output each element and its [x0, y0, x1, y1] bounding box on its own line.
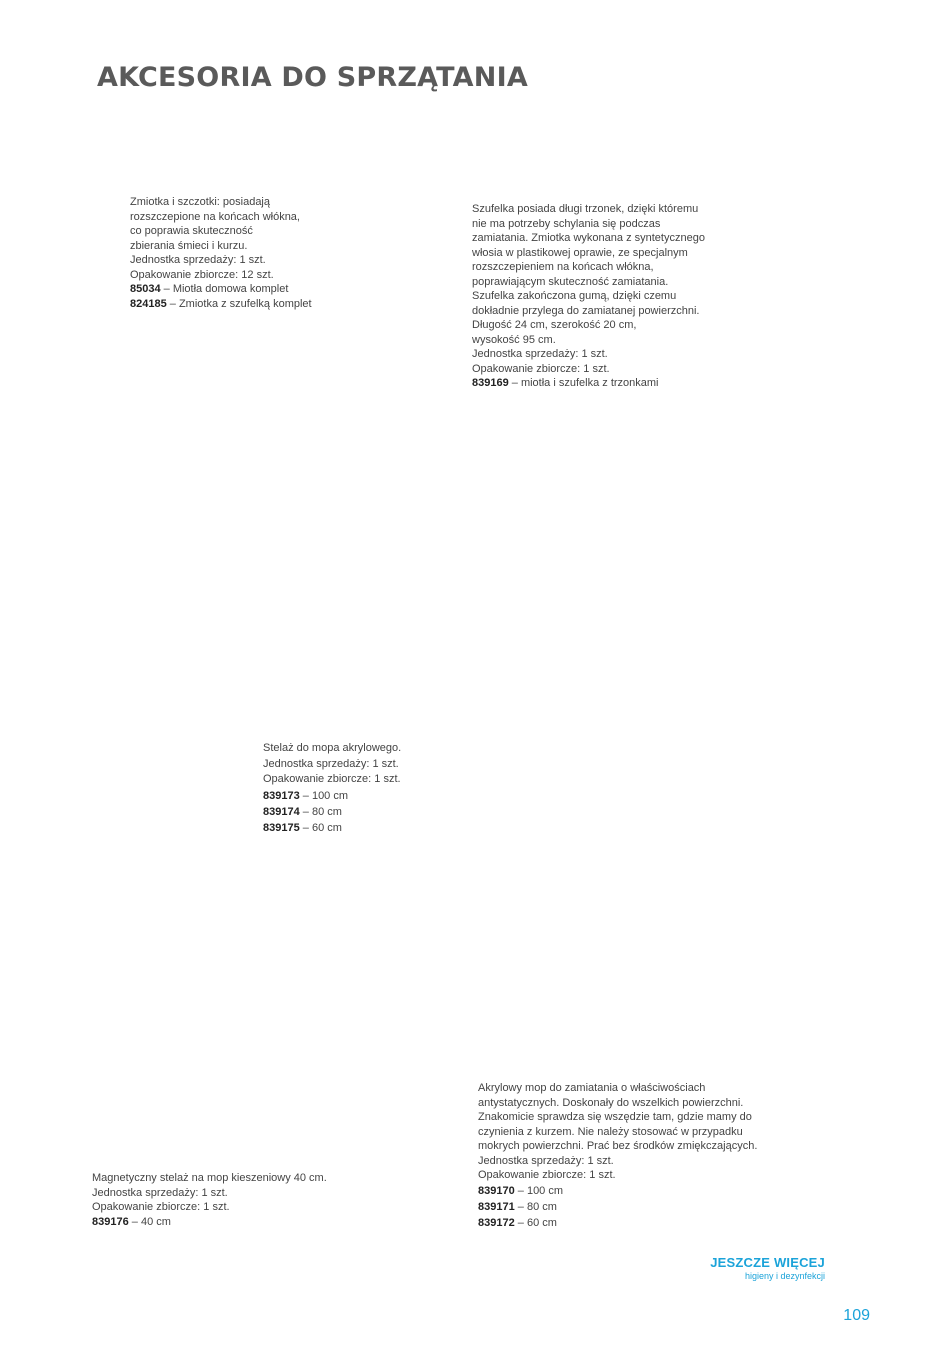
description-line: Jednostka sprzedaży: 1 szt. [130, 254, 266, 266]
description-line: nie ma potrzeby schylania się podczas [472, 217, 661, 230]
description-line: rozszczepieniem na końcach włókna, [472, 261, 654, 273]
product-description-magnetic-frame [92, 1171, 327, 1229]
description-line: co poprawia skuteczność [130, 225, 253, 237]
product-code-row [130, 297, 312, 312]
product-description-acrylic-mop [478, 1081, 757, 1231]
product-name: – 80 cm [514, 1200, 557, 1213]
description-line: Jednostka sprzedaży: 1 szt. [472, 348, 608, 360]
description-line: dokładnie przylega do zamiatanej powierzchni. [472, 304, 700, 317]
product-code: 839172 [478, 1216, 515, 1229]
description-line: Magnetyczny stelaż na mop kieszeniowy 40 cm. [92, 1172, 327, 1184]
description-line: wysokość 95 cm. [472, 333, 556, 346]
description-line: mokrych powierzchni. Prać bez środków zmiękczających. [478, 1140, 758, 1152]
product-code-row [92, 1215, 327, 1230]
product-name: – miotła i szufelka z trzonkami [508, 377, 659, 389]
description-line: włosia w plastikowej oprawie, ze specjalnym [472, 246, 688, 259]
product-code-row [263, 820, 401, 836]
description-line: Stelaż do mopa akrylowego. [263, 742, 402, 754]
product-code-row [130, 282, 312, 297]
more-hygiene-link[interactable] [710, 1255, 825, 1281]
description-line: Jednostka sprzedaży: 1 szt. [263, 757, 399, 770]
description-line: Opakowanie zbiorcze: 1 szt. [263, 773, 401, 785]
description-line: antystatycznych. Doskonały do wszelkich powierzchni. [478, 1096, 744, 1109]
product-code: 824185 [130, 297, 167, 310]
product-name: – Miotła domowa komplet [160, 283, 289, 295]
description-line: Opakowanie zbiorcze: 1 szt. [92, 1201, 230, 1213]
product-code-row [478, 1183, 757, 1199]
product-name: – 100 cm [299, 789, 349, 802]
product-name: – 100 cm [514, 1184, 564, 1197]
product-code: 839175 [263, 821, 300, 834]
product-code: 85034 [130, 283, 161, 295]
description-line: zamiatania. Zmiotka wykonana z syntetycznego [472, 232, 705, 244]
product-code: 839169 [472, 377, 509, 389]
product-code-row [263, 804, 401, 820]
product-description-mop-frame [263, 741, 401, 836]
description-line: Opakowanie zbiorcze: 1 szt. [472, 362, 610, 375]
product-code-row [478, 1215, 757, 1231]
product-description-dustpan-set [472, 202, 705, 391]
more-heading: JESZCZE WIĘCEJ [710, 1255, 825, 1270]
product-code: 839170 [478, 1184, 515, 1197]
description-line: rozszczepione na końcach włókna, [130, 210, 300, 223]
product-name: – 60 cm [299, 821, 342, 834]
more-subheading: higieny i dezynfekcji [744, 1271, 825, 1281]
description-line: Opakowanie zbiorcze: 1 szt. [478, 1169, 616, 1181]
description-line: Długość 24 cm, szerokość 20 cm, [472, 319, 637, 331]
description-line: poprawiającym skuteczność zamiatania. [472, 275, 669, 288]
description-line: Jednostka sprzedaży: 1 szt. [92, 1186, 228, 1199]
page-number: 109 [843, 1307, 870, 1324]
product-name: – Zmiotka z szufelką komplet [166, 297, 312, 310]
description-line: Szufelka posiada długi trzonek, dzięki któremu [472, 203, 699, 215]
product-name: – 40 cm [128, 1215, 171, 1228]
product-name: – 60 cm [514, 1216, 557, 1229]
description-line: Znakomicie sprawdza się wszędzie tam, gdzie mamy do [478, 1111, 752, 1123]
product-code: 839173 [263, 789, 300, 802]
description-line: zbierania śmieci i kurzu. [130, 239, 248, 252]
description-line: Opakowanie zbiorcze: 12 szt. [130, 268, 274, 281]
product-code: 839176 [92, 1215, 129, 1228]
description-line: Szufelka zakończona gumą, dzięki czemu [472, 290, 677, 302]
product-code-row [472, 376, 705, 391]
product-name: – 80 cm [299, 805, 342, 818]
product-code-row [478, 1199, 757, 1215]
description-line: czynienia z kurzem. Nie należy stosować w przypadku [478, 1125, 743, 1138]
description-line: Jednostka sprzedaży: 1 szt. [478, 1154, 614, 1167]
description-line: Akrylowy mop do zamiatania o właściwościach [478, 1082, 706, 1094]
product-description-brushes [130, 195, 312, 311]
product-code: 839171 [478, 1200, 515, 1213]
page-title: AKCESORIA DO SPRZĄTANIA [97, 62, 528, 93]
product-code: 839174 [263, 805, 300, 818]
product-code-row [263, 788, 401, 804]
description-line: Zmiotka i szczotki: posiadają [130, 196, 270, 208]
